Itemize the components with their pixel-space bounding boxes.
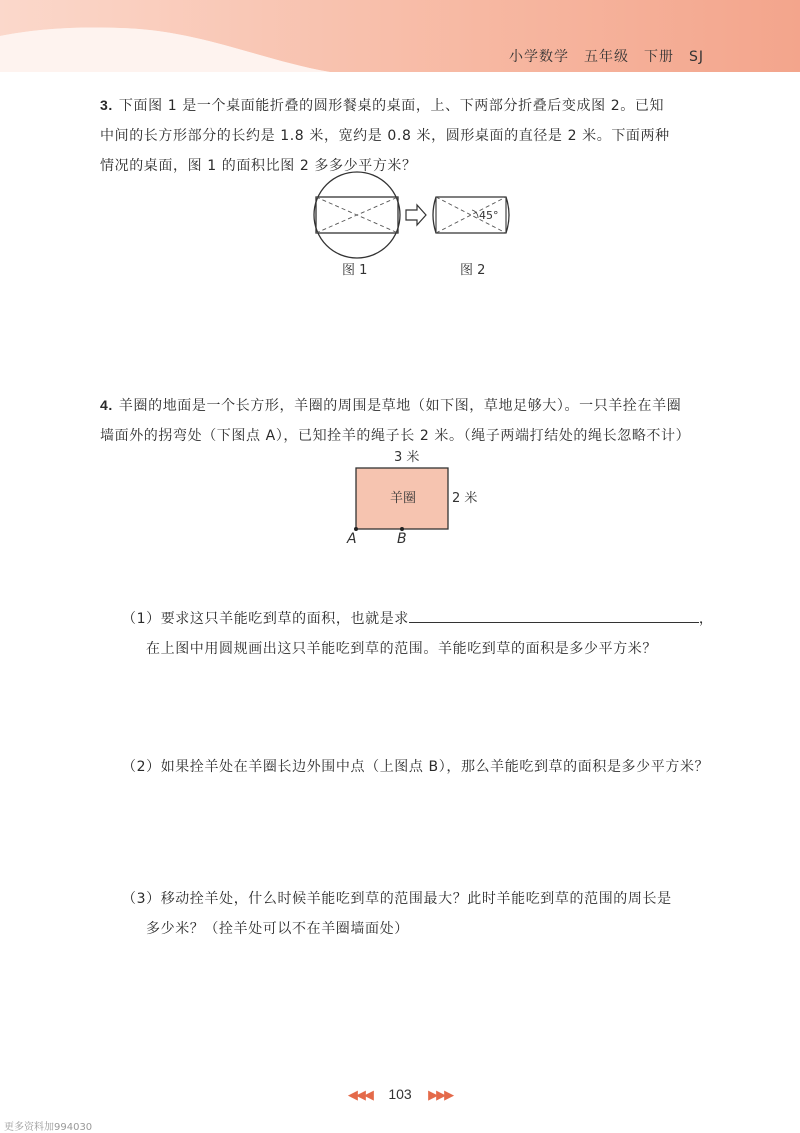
question-3: [100, 90, 670, 181]
pen-center-label: 羊圈: [390, 491, 417, 506]
header-band: [0, 0, 800, 80]
sub1-line-2: 在上图中用圆规画出这只羊能吃到草的范围。羊能吃到草的面积是多少平方米？: [146, 641, 657, 657]
angle-label: 45°: [479, 209, 499, 222]
fig1-circle-table: [314, 172, 400, 258]
question-4: [100, 390, 690, 451]
page-number: 103: [388, 1086, 412, 1102]
header-title: 小学数学 五年级 下册 SJ: [508, 49, 704, 65]
arrow-icon: [406, 205, 426, 225]
q3-line-3: 情况的桌面，图 1 的面积比图 2 多多少平方米？: [100, 158, 417, 174]
q3-line-1: 3. 下面图 1 是一个桌面能折叠的圆形餐桌的桌面，上、下两部分折叠后变成图 2。已知: [100, 97, 665, 114]
prev-arrows-icon: ◀◀◀: [347, 1088, 372, 1103]
q4-line-1: 4. 羊圈的地面是一个长方形，羊圈的周围是草地（如下图，草地足够大）。一只羊拴在羊圈: [100, 397, 682, 414]
point-a-label: A: [347, 531, 357, 546]
fig2-label: 图 2: [460, 263, 486, 278]
q3-figure: [300, 170, 540, 280]
sub1-line-1: （1）要求这只羊能吃到草的面积，也就是求 ，: [122, 604, 714, 634]
pen-width-label: 2 米: [452, 491, 478, 506]
q4-number: 4.: [100, 397, 113, 413]
q4-sub1: [122, 604, 714, 664]
fig1-label: 图 1: [342, 263, 368, 278]
q4-sub2: （2）如果拴羊处在羊圈长边外围中点（上图点 B），那么羊能吃到草的面积是多少平方米？: [122, 759, 710, 775]
q4-sub3: [122, 884, 672, 944]
next-arrows-icon: ▶▶▶: [428, 1088, 453, 1103]
watermark: 更多资料加994030: [4, 1122, 93, 1133]
q3-number: 3.: [100, 97, 113, 113]
q4-line-2: 墙面外的拐弯处（下图点 A），已知拴羊的绳子长 2 米。（绳子两端打结处的绳长忽略不计）: [100, 428, 691, 444]
answer-blank[interactable]: [409, 606, 699, 623]
sub3-line-2: 多少米？（拴羊处可以不在羊圈墙面处）: [146, 921, 409, 937]
q4-figure: [340, 446, 500, 546]
q3-line-2: 中间的长方形部分的长约是 1.8 米，宽约是 0.8 米，圆形桌面的直径是 2 米。下面两种: [100, 128, 670, 144]
page-footer: [0, 1086, 800, 1103]
pen-length-label: 3 米: [394, 450, 420, 465]
sub3-line-1: （3）移动拴羊处，什么时候羊能吃到草的范围最大？此时羊能吃到草的范围的周长是: [122, 891, 672, 907]
fig2-folded-table: [433, 197, 509, 233]
point-b-label: B: [397, 531, 407, 546]
